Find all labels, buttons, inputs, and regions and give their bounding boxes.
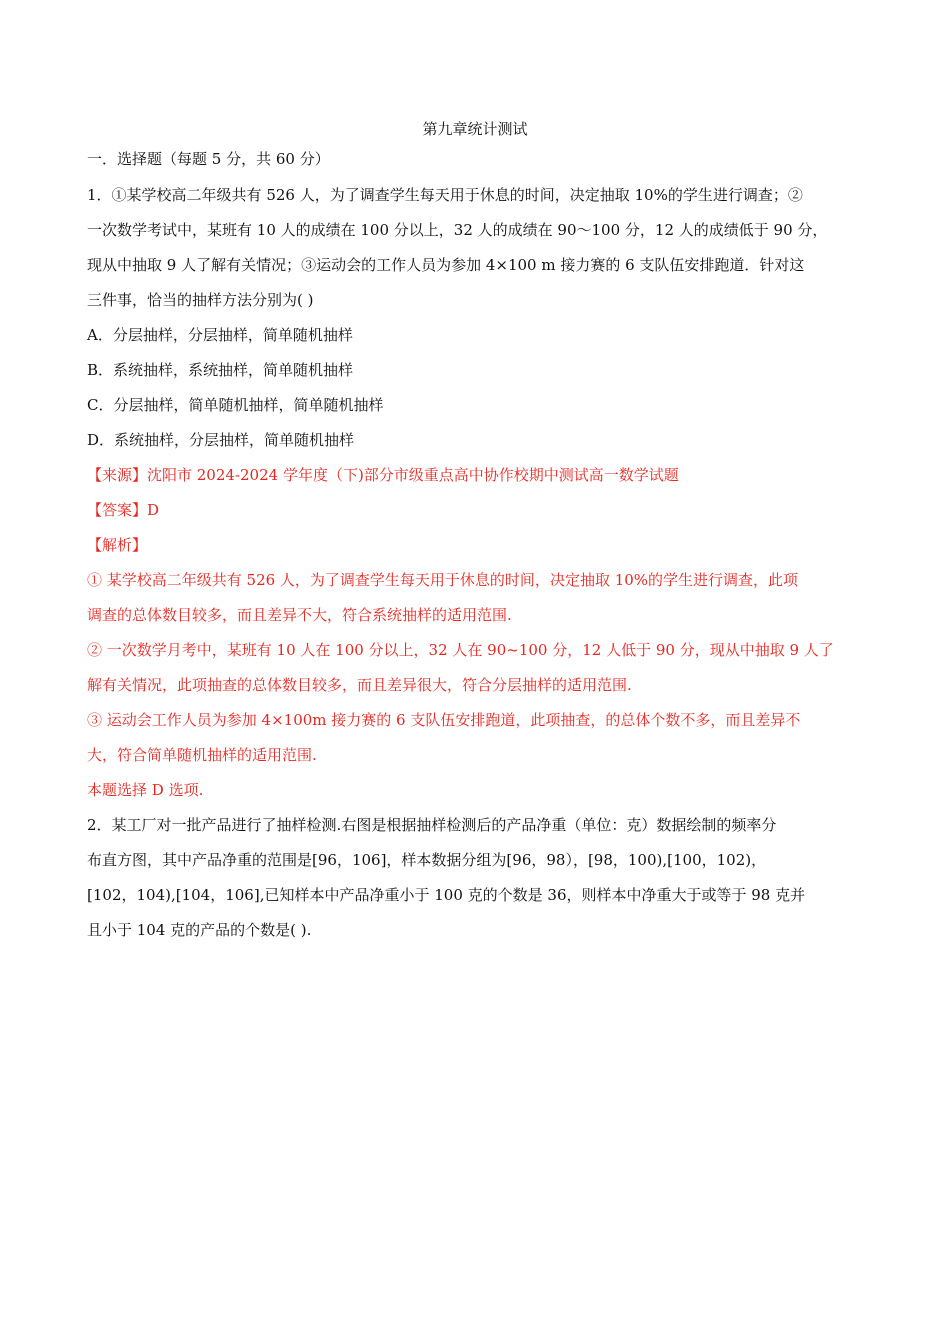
q1-analysis-line-3: ② 一次数学月考中，某班有 10 人在 100 分以上，32 人在 90~100 分，12 人低于 90 分，现从中抽取 9 人了 [87,641,834,659]
q1-option-b: B．系统抽样，系统抽样，简单随机抽样 [87,361,354,379]
q1-analysis-label: 【解析】 [87,536,148,554]
q1-analysis-line-5: ③ 运动会工作人员为参加 4×100m 接力赛的 6 支队伍安排跑道，此项抽查，的总体个数不多，而且差异不 [87,711,801,729]
q1-analysis-line-2: 调查的总体数目较多，而且差异不大，符合系统抽样的适用范围. [87,606,512,624]
q2-stem-line-2: 布直方图，其中产品净重的范围是[96，106]，样本数据分组为[96，98），[98，100),[100，102)， [87,851,767,869]
page-title: 第九章统计测试 [422,120,528,138]
q1-option-d: D．系统抽样，分层抽样，简单随机抽样 [87,431,355,449]
section-heading: 一．选择题（每题 5 分，共 60 分） [87,150,330,168]
q1-source: 【来源】沈阳市 2024-2024 学年度（下)部分市级重点高中协作校期中测试高一数学试题 [87,466,679,484]
q2-stem-line-4: 且小于 104 克的产品的个数是( ). [87,921,312,939]
q1-stem-line-2: 一次数学考试中，某班有 10 人的成绩在 100 分以上，32 人的成绩在 90～100 分，12 人的成绩低于 90 分， [87,221,828,239]
q1-stem-line-4: 三件事，恰当的抽样方法分别为( ) [87,291,314,309]
q2-stem-line-3: [102，104),[104，106],已知样本中产品净重小于 100 克的个数是 36，则样本中净重大于或等于 98 克并 [87,886,806,904]
q1-analysis-line-1: ① 某学校高二年级共有 526 人，为了调查学生每天用于休息的时间，决定抽取 10%的学生进行调查，此项 [87,571,799,589]
document-page [87,116,863,948]
q1-option-c: C．分层抽样，简单随机抽样，简单随机抽样 [87,396,384,414]
q1-option-a: A．分层抽样，分层抽样，简单随机抽样 [87,326,353,344]
question-2 [87,808,863,948]
q1-analysis-conclusion: 本题选择 D 选项. [87,781,204,799]
q1-stem-line-1: 1．①某学校高二年级共有 526 人，为了调查学生每天用于休息的时间，决定抽取 10%的学生进行调查；② [87,186,803,204]
q1-stem-line-3: 现从中抽取 9 人了解有关情况；③运动会的工作人员为参加 4×100 m 接力赛的 6 支队伍安排跑道．针对这 [87,256,805,274]
question-1 [87,178,863,808]
q1-analysis-line-6: 大，符合简单随机抽样的适用范围. [87,746,317,764]
q2-stem-line-1: 2．某工厂对一批产品进行了抽样检测.右图是根据抽样检测后的产品净重（单位：克）数据绘制的频率分 [87,816,777,834]
q1-answer: 【答案】D [87,501,160,519]
q1-analysis-line-4: 解有关情况，此项抽查的总体数目较多，而且差异很大，符合分层抽样的适用范围. [87,676,632,694]
